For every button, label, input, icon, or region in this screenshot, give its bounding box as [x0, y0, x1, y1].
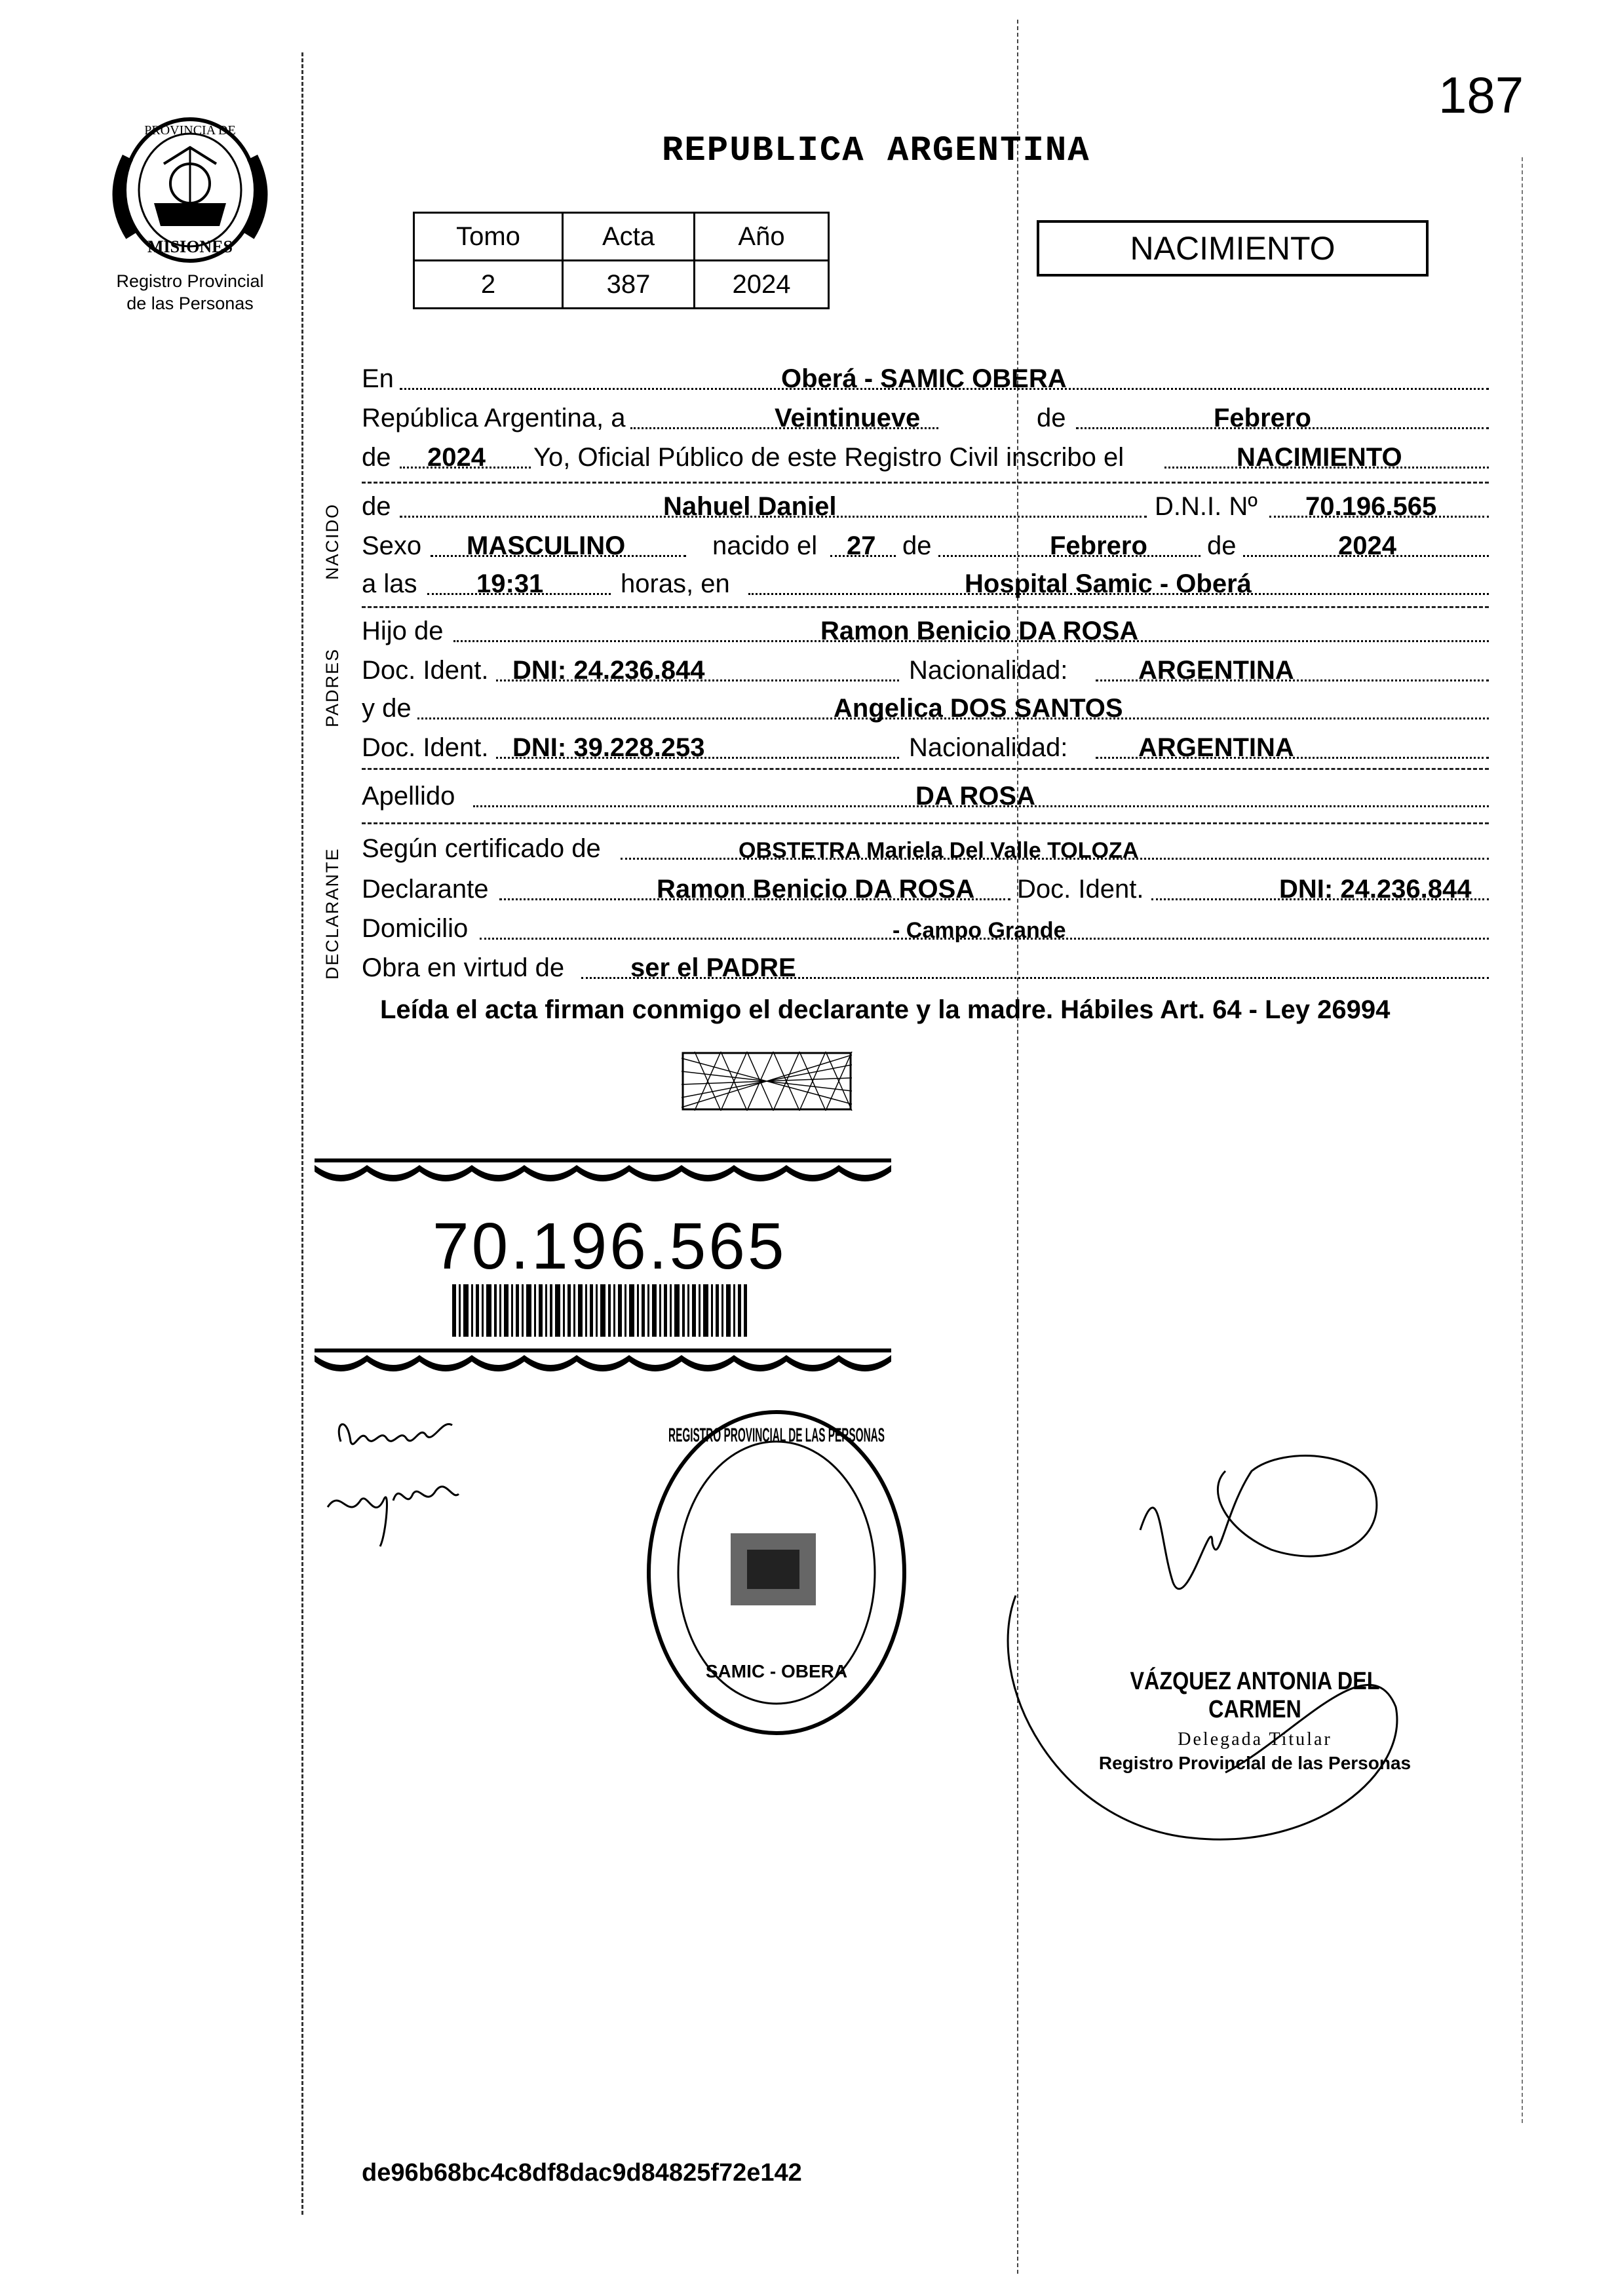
record-table	[413, 212, 830, 309]
horas-label: horas, en	[621, 569, 730, 598]
row-time	[362, 562, 1489, 602]
official-signature	[976, 1432, 1481, 1851]
apellido-value: DA ROSA	[915, 782, 1035, 811]
mother-doc: DNI: 39.228.253	[512, 733, 705, 762]
row-mother	[362, 687, 1489, 726]
sexo-label: Sexo	[362, 531, 422, 560]
domicilio-value: - Campo Grande	[893, 918, 1066, 943]
province-emblem-logo	[115, 111, 265, 269]
month-words: Febrero	[1214, 404, 1311, 432]
year-value: 2024	[427, 443, 486, 472]
seal-center-text: SAMIC - OBERA	[705, 1661, 848, 1681]
republica-label: República Argentina, a	[362, 404, 626, 432]
sexo-value: MASCULINO	[467, 531, 626, 560]
certificado-label: Según certificado de	[362, 834, 601, 863]
official-block	[1071, 1668, 1438, 1774]
row-father	[362, 609, 1489, 649]
page-number: 187	[1438, 66, 1524, 124]
day-words: Veintinueve	[775, 404, 921, 432]
a-las-label: a las	[362, 569, 417, 598]
handwritten-signatures	[321, 1402, 518, 1566]
mother-name: Angelica DOS SANTOS	[834, 694, 1123, 723]
yo-text: Yo, Oficial Público de este Registro Civil inscribo el	[533, 443, 1124, 472]
father-name: Ramon Benicio DA ROSA	[820, 617, 1139, 645]
left-margin-rule	[301, 52, 303, 2215]
hijo-label: Hijo de	[362, 617, 444, 645]
decl-doc-value: DNI: 24.236.844	[1279, 875, 1472, 904]
dni-value: 70.196.565	[1305, 492, 1437, 521]
anio-header: Año	[695, 213, 829, 261]
security-stamp	[682, 1052, 852, 1111]
birth-month: Febrero	[1050, 531, 1147, 560]
document-hash: de96b68bc4c8df8dac9d84825f72e142	[362, 2159, 802, 2187]
barcode-number: 70.196.565	[432, 1210, 787, 1283]
record-type-box: NACIMIENTO	[1037, 220, 1429, 277]
registry-name-line2: de las Personas	[126, 294, 254, 313]
decl-doc-label: Doc. Ident.	[1017, 875, 1144, 904]
en-label: En	[362, 364, 394, 393]
row-mother-doc	[362, 726, 1489, 765]
en-value: Oberá - SAMIC OBERA	[781, 364, 1067, 393]
tomo-header: Tomo	[414, 213, 563, 261]
barcode	[452, 1284, 747, 1337]
official-title: Delegada Titular	[1178, 1729, 1332, 1750]
nacido-label: nacido el	[712, 531, 818, 560]
inscribed-type: NACIMIENTO	[1237, 443, 1402, 472]
apellido-label: Apellido	[362, 782, 455, 811]
name-label: de	[362, 492, 391, 521]
obra-value: ser el PADRE	[630, 953, 796, 982]
father-nationality: ARGENTINA	[1138, 656, 1294, 685]
acta-header: Acta	[563, 213, 695, 261]
row-obra	[362, 946, 1489, 985]
declarante-label: Declarante	[362, 875, 489, 904]
acta-value: 387	[563, 261, 695, 309]
row-en	[362, 357, 1489, 396]
registry-name	[88, 270, 292, 315]
doc1-label: Doc. Ident.	[362, 656, 489, 685]
birth-year: 2024	[1338, 531, 1396, 560]
registry-name-line1: Registro Provincial	[116, 271, 264, 291]
row-year	[362, 436, 1489, 475]
birth-time: 19:31	[476, 569, 544, 598]
section-label-padres: PADRES	[322, 647, 342, 727]
obra-label: Obra en virtud de	[362, 953, 565, 982]
mother-nationality: ARGENTINA	[1138, 733, 1294, 762]
row-name	[362, 485, 1489, 524]
official-name: VÁZQUEZ ANTONIA DEL CARMEN	[1130, 1668, 1380, 1723]
anio-value: 2024	[695, 261, 829, 309]
birth-day: 27	[847, 531, 876, 560]
document-title: REPUBLICA ARGENTINA	[662, 131, 1090, 171]
dni-label: D.N.I. Nº	[1155, 492, 1258, 521]
official-seal	[639, 1402, 914, 1743]
row-domicilio	[362, 907, 1489, 946]
de-label: de	[1037, 404, 1066, 432]
row-declarante	[362, 868, 1489, 907]
certificado-value: OBSTETRA Mariela Del Valle TOLOZA	[739, 838, 1139, 863]
father-doc: DNI: 24.236.844	[512, 656, 705, 685]
row-sexo	[362, 524, 1489, 564]
row-certificado	[362, 827, 1489, 866]
birth-de-label: de	[902, 531, 932, 560]
section-label-declarante: DECLARANTE	[322, 847, 342, 980]
emblem-top-text: PROVINCIA DE	[144, 123, 236, 138]
section-label-nacido: NACIDO	[322, 503, 342, 580]
tomo-value: 2	[414, 261, 563, 309]
domicilio-label: Domicilio	[362, 914, 469, 943]
nac2-label: Nacionalidad:	[909, 733, 1068, 762]
child-name: Nahuel Daniel	[663, 492, 837, 521]
seal-text: REGISTRO PROVINCIAL DE LAS PERSONAS	[668, 1425, 885, 1446]
row-republica	[362, 396, 1489, 436]
year-prefix: de	[362, 443, 391, 472]
right-margin-rule	[1522, 157, 1523, 2123]
doc2-label: Doc. Ident.	[362, 733, 489, 762]
nac1-label: Nacionalidad:	[909, 656, 1068, 685]
row-apellido	[362, 775, 1489, 814]
official-org: Registro Provincial de las Personas	[1098, 1753, 1412, 1773]
emblem-bottom-text: MISIONES	[147, 237, 233, 256]
closing-statement: Leída el acta firman conmigo el declarante y la madre. Hábiles Art. 64 - Ley 26994	[380, 995, 1391, 1024]
y-de-label: y de	[362, 694, 412, 723]
birth-de2-label: de	[1207, 531, 1237, 560]
row-father-doc	[362, 649, 1489, 688]
birth-place: Hospital Samic - Oberá	[965, 569, 1252, 598]
declarante-value: Ramon Benicio DA ROSA	[657, 875, 975, 904]
